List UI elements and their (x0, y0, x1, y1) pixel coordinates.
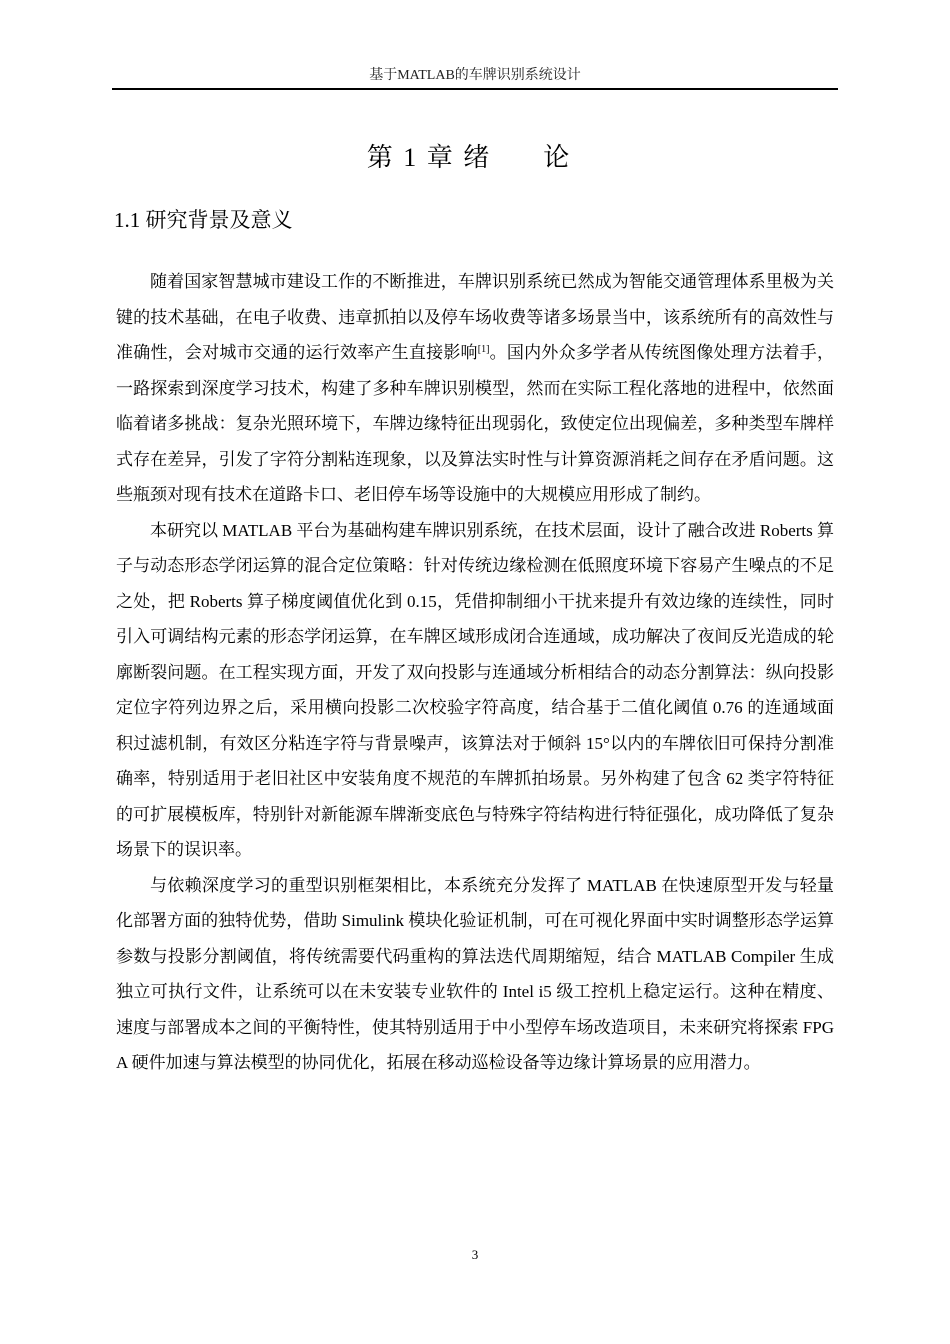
paragraph-3: 与依赖深度学习的重型识别框架相比，本系统充分发挥了 MATLAB 在快速原型开发与轻量化部署方面的独特优势，借助 Simulink 模块化验证机制，可在可视化界面中实时调整形态学运算参数与投影分割阈值，将传统需要代码重构的算法迭代周期缩短，结合 MATLAB Compiler 生成独立可执行文件，让系统可以在未安装专业软件的 Intel i5 级工控机上稳定运行。这种在精度、速度与部署成本之间的平衡特性，使其特别适用于中小型停车场改造项目，未来研究将探索 FPGA 硬件加速与算法模型的协同优化，拓展在移动巡检设备等边缘计算场景的应用潜力。 (116, 875, 834, 1072)
paragraph-2: 本研究以 MATLAB 平台为基础构建车牌识别系统，在技术层面，设计了融合改进 Roberts 算子与动态形态学闭运算的混合定位策略：针对传统边缘检测在低照度环境下容易产生噪点的不足之处，把 Roberts 算子梯度阈值优化到 0.15，凭借抑制细小干扰来提升有效边缘的连续性，同时引入可调结构元素的形态学闭运算，在车牌区域形成闭合连通域，成功解决了夜间反光造成的轮廓断裂问题。在工程实现方面，开发了双向投影与连通域分析相结合的动态分割算法：纵向投影定位字符列边界之后，采用横向投影二次校验字符高度，结合基于二值化阈值 0.76 的连通域面积过滤机制，有效区分粘连字符与背景噪声，该算法对于倾斜 15°以内的车牌依旧可保持分割准确率，特别适用于老旧社区中安装角度不规范的车牌抓拍场景。另外构建了包含 62 类字符特征的可扩展模板库，特别针对新能源车牌渐变底色与特殊字符结构进行特征强化，成功降低了复杂场景下的误识率。 (116, 520, 834, 859)
section-heading: 1.1 研究背景及意义 (114, 208, 293, 232)
page-number: 3 (471, 1247, 479, 1262)
citation-marker: [1] (477, 344, 490, 355)
chapter-number-label: 第 1 章 (366, 143, 455, 172)
chapter-title (112, 138, 838, 178)
running-header: 基于MATLAB的车牌识别系统设计 (369, 68, 581, 83)
header-rule (112, 88, 838, 90)
paragraph-1-part-1: 随着国家智慧城市建设工作的不断推进，车牌识别系统已然成为智能交通管理体系里极为关键的技术基础，在电子收费、违章抓拍以及停车场收费等诸多场景当中，该系统所有的高效性与准确性，会对城市交通的运行效率产生直接影响 (116, 272, 834, 362)
paragraph-1-part-2: 。国内外众多学者从传统图像处理方法着手，一路探索到深度学习技术，构建了多种车牌识别模型，然而在实际工程化落地的进程中，依然面临着诸多挑战：复杂光照环境下，车牌边缘特征出现弱化，致使定位出现偏差，多种类型车牌样式存在差异，引发了字符分割粘连现象，以及算法实时性与计算资源消耗之间存在矛盾问题。这些瓶颈对现有技术在道路卡口、老旧停车场等设施中的大规模应用形成了制约。 (116, 343, 835, 504)
body-text (116, 264, 834, 1081)
paragraph-1 (116, 264, 834, 513)
chapter-title-text: 绪 论 (463, 143, 584, 172)
